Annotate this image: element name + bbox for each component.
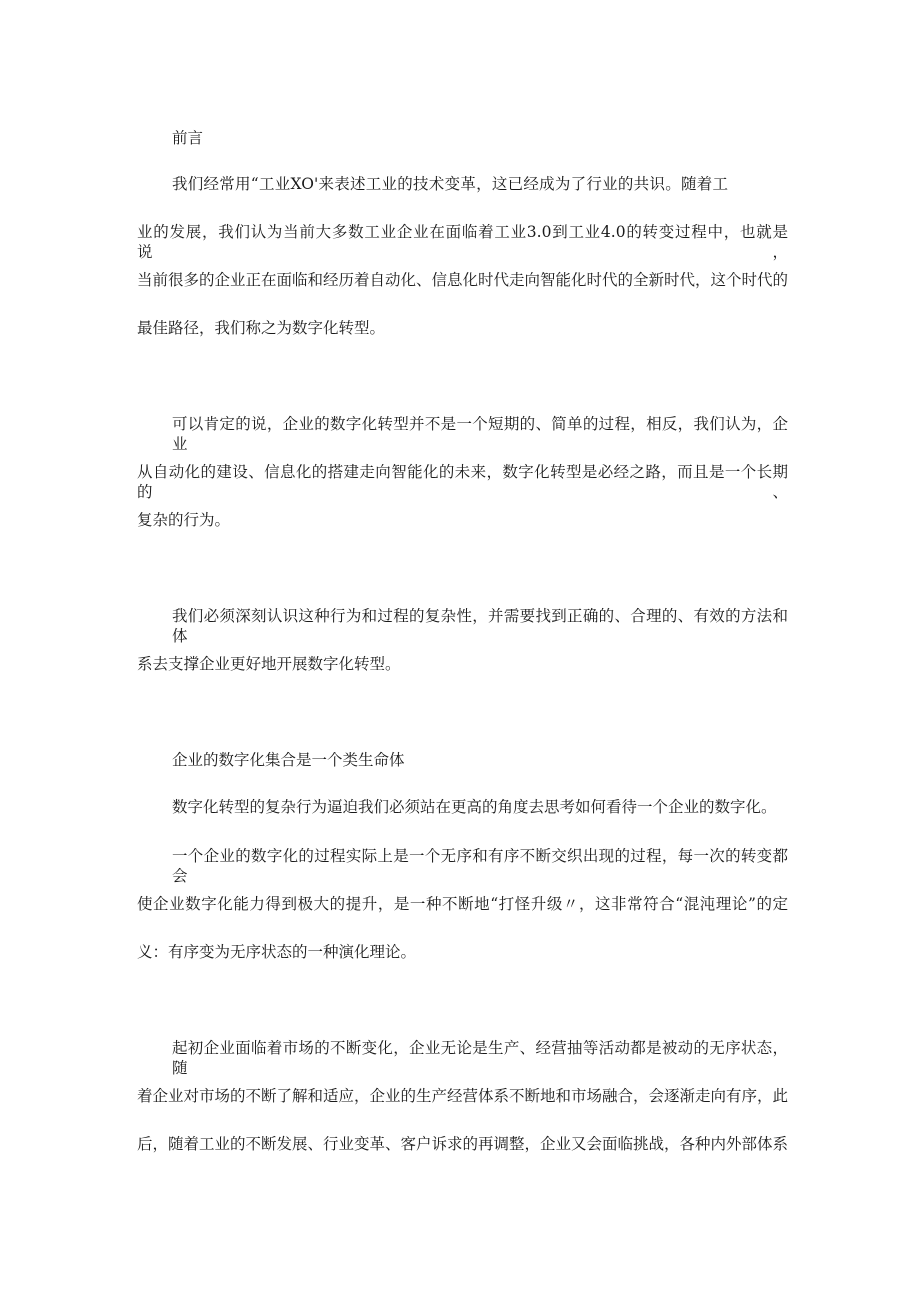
paragraph-5-line-2: 使企业数字化能力得到极大的提升，是一种不断地“打怪升级〃，这非常符合“混沌理论”的定: [137, 895, 788, 913]
paragraph-1-line-4: 最佳路径，我们称之为数字化转型。: [137, 319, 386, 337]
paragraph-5-line-3: 义：有序变为无序状态的一种演化理论。: [137, 943, 417, 961]
paragraph-6-line-3: 后，随着工业的不断发展、行业变革、客户诉求的再调整，企业又会面临挑战，各种内外部体系: [137, 1135, 789, 1153]
paragraph-4-line-1: 数字化转型的复杂行为逼迫我们必须站在更高的角度去思考如何看待一个企业的数字化。: [172, 798, 777, 816]
paragraph-2-line-1: 可以肯定的说，企业的数字化转型并不是一个短期的、简单的过程，相反，我们认为，企业: [172, 415, 788, 453]
paragraph-3-line-1: 我们必须深刻认识这种行为和过程的复杂性，并需要找到正确的、合理的、有效的方法和体: [172, 607, 788, 645]
paragraph-1-line-3: 当前很多的企业正在面临和经历着自动化、信息化时代走向智能化时代的全新时代，这个时代的: [137, 271, 789, 289]
paragraph-2-line-2: 从自动化的建设、信息化的搭建走向智能化的未来，数字化转型是必经之路，而且是一个长期的、: [137, 463, 788, 501]
paragraph-1-line-2: 业的发展，我们认为当前大多数工业企业在面临着工业3.0到工业4.0的转变过程中，也就是说，: [137, 223, 788, 261]
paragraph-6-line-2: 着企业对市场的不断了解和适应，企业的生产经营体系不断地和市场融合，会逐渐走向有序，此: [137, 1087, 789, 1105]
paragraph-6-line-1: 起初企业面临着市场的不断变化，企业无论是生产、经营抽等活动都是被动的无序状态，随: [172, 1039, 788, 1077]
paragraph-5-line-1: 一个企业的数字化的过程实际上是一个无序和有序不断交织出现的过程，每一次的转变都会: [172, 847, 788, 885]
heading-section: 企业的数字化集合是一个类生命体: [172, 751, 405, 769]
paragraph-2-line-3: 复杂的行为。: [137, 511, 231, 529]
paragraph-1-line-1: 我们经常用“工业XO'来表述工业的技术变革，这已经成为了行业的共识。随着工: [172, 175, 728, 193]
heading-preface: 前言: [172, 129, 204, 147]
paragraph-3-line-2: 系去支撑企业更好地开展数字化转型。: [137, 655, 401, 673]
